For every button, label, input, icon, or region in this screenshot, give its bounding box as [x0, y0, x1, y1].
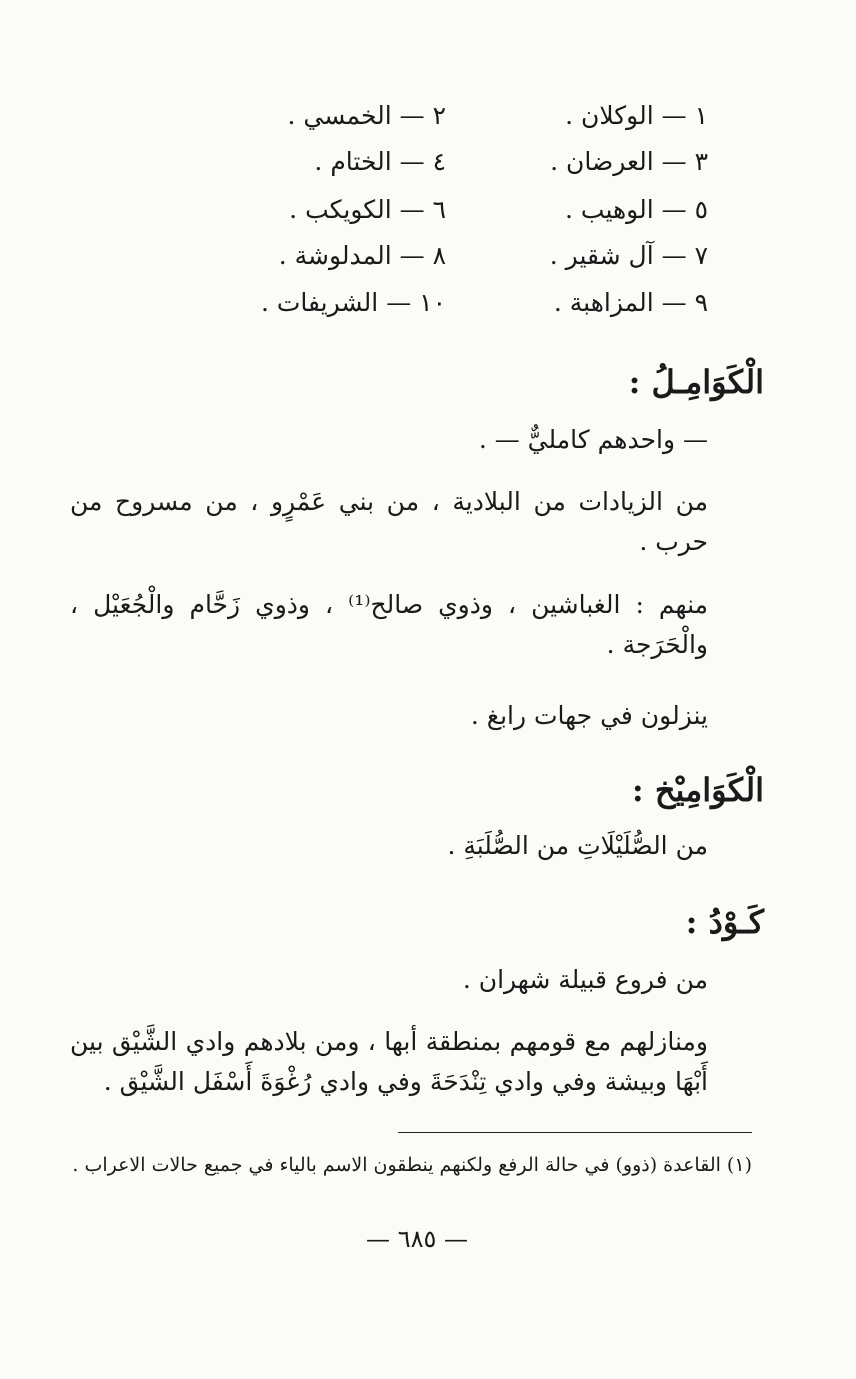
paragraph: ومنازلهم مع قومهم بمنطقة أبها ، ومن بلادهم وادي الشَّيْق بين أَبْهَا وبيشة وفي وادي تِنْدَحَةَ وفي وادي رُغْوَةَ أَسْفَل الشَّيْق . [70, 1027, 708, 1096]
list-item: ٩ — المزاهبة . [553, 288, 708, 317]
footnote-divider [398, 1132, 752, 1133]
paragraph: ينزلون في جهات رابغ . [470, 701, 708, 730]
section-heading: الْكَوَامِـلُ : [628, 363, 764, 401]
list-item: ٧ — آل شقير . [549, 241, 708, 270]
list-item: ٥ — الوهيب . [565, 195, 708, 224]
paragraph: منهم : الغباشين ، وذوي صالح⁽¹⁾ ، وذوي زَحَّام والْجُعَيْل ، والْحَرَجة . [70, 590, 709, 659]
list-item: ٣ — العرضان . [550, 147, 708, 176]
list-item: ٦ — الكويكب . [289, 195, 446, 224]
section-heading: كَـوْدُ : [685, 903, 764, 941]
page-number: — ٦٨٥ — [366, 1225, 468, 1253]
paragraph: — واحدهم كامليٌّ — . [478, 425, 708, 454]
footnote: (١) القاعدة (ذوو) في حالة الرفع ولكنهم ينطقون الاسم بالياء في جميع حالات الاعراب . [72, 1154, 752, 1176]
list-item: ٢ — الخمسي . [287, 101, 446, 130]
section-heading: الْكَوَامِيْخ : [631, 771, 764, 809]
list-item: ١٠ — الشريفات . [260, 288, 446, 317]
list-item: ٤ — الختام . [314, 147, 446, 176]
paragraph: من الصُّلَيْلَاتِ من الصُّلَبَةِ . [447, 831, 708, 860]
paragraph: من الزيادات من البلادية ، من بني عَمْرٍو ، من مسروح من حرب . [70, 487, 708, 556]
paragraph: من فروع قبيلة شهران . [462, 965, 708, 994]
list-item: ٨ — المدلوشة . [278, 241, 446, 270]
list-item: ١ — الوكلان . [565, 101, 708, 130]
